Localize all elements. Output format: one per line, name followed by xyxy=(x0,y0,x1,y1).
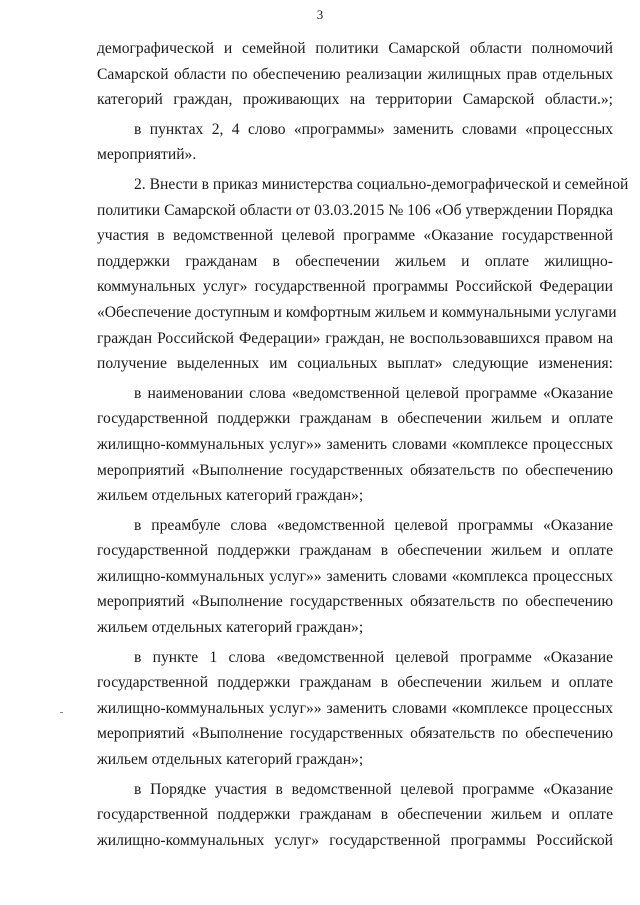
document-body xyxy=(97,36,629,853)
text-line: в преамбуле слова «ведомственной целевой программы «Оказание xyxy=(134,516,613,534)
text-line: Самарской области по обеспечению реализации жилищных прав отдельных xyxy=(97,65,613,83)
text-line: государственной поддержки гражданам в обеспечении жильем и оплате xyxy=(97,410,613,428)
text-line: мероприятий «Выполнение государственных обязательств по обеспечению xyxy=(97,593,613,611)
text-line: жилищно-коммунальных услуг» государственной программы Российской xyxy=(97,831,613,849)
text-line: «Обеспечение доступным и комфортным жильем и коммунальными услугами xyxy=(97,303,617,321)
paragraph xyxy=(97,117,613,168)
paragraph xyxy=(97,645,613,773)
text-line: демографической и семейной политики Самарской области полномочий xyxy=(97,40,613,57)
page-number: 3 xyxy=(316,7,324,22)
text-line: участия в ведомственной целевой программе «Оказание государственной xyxy=(97,227,613,245)
text-line: жильем отдельных категорий граждан»; xyxy=(97,751,364,769)
text-line: политики Самарской области от 03.03.2015 № 106 «Об утверждении Порядка xyxy=(97,201,613,219)
paragraph xyxy=(97,36,613,113)
text-line: мероприятий «Выполнение государственных обязательств по обеспечению xyxy=(97,725,613,743)
text-line: в пункте 1 слова «ведомственной целевой программе «Оказание xyxy=(134,648,613,666)
paragraph xyxy=(97,172,629,377)
text-line: в наименовании слова «ведомственной целевой программе «Оказание xyxy=(134,384,613,402)
text-line: категорий граждан, проживающих на территории Самарской области.»; xyxy=(97,91,613,109)
text-line: государственной поддержки гражданам в обеспечении жильем и оплате xyxy=(97,806,613,824)
paragraph xyxy=(97,513,613,641)
text-line: в пунктах 2, 4 слово «программы» заменить словами «процессных xyxy=(134,120,613,138)
text-line: поддержки гражданам в обеспечении жильем и оплате жилищно- xyxy=(97,252,613,270)
paragraph xyxy=(97,777,613,854)
text-line: жилищно-коммунальных услуг»» заменить словами «комплексе процессных xyxy=(97,699,613,717)
text-line: государственной поддержки гражданам в обеспечении жильем и оплате xyxy=(97,542,613,560)
text-line: в Порядке участия в ведомственной целевой программе «Оказание xyxy=(134,780,613,798)
text-line: мероприятий «Выполнение государственных обязательств по обеспечению xyxy=(97,461,613,479)
text-line: государственной поддержки гражданам в обеспечении жильем и оплате xyxy=(97,674,613,692)
text-line: жилищно-коммунальных услуг»» заменить словами «комплексе процессных xyxy=(97,435,613,453)
text-line: граждан Российской Федерации» граждан, не воспользовавшихся правом на xyxy=(97,329,613,347)
text-line: жильем отдельных категорий граждан»; xyxy=(97,487,364,505)
text-line: получение выделенных им социальных выплат» следующие изменения: xyxy=(97,355,613,373)
text-line: жилищно-коммунальных услуг»» заменить словами «комплекса процессных xyxy=(97,567,613,585)
text-line: 2. Внести в приказ министерства социально-демографической и семейной xyxy=(134,175,629,193)
text-line: коммунальных услуг» государственной программы Российской Федерации xyxy=(97,278,613,296)
text-line: жильем отдельных категорий граждан»; xyxy=(97,619,364,637)
scan-margin-mark xyxy=(60,712,63,713)
text-line: мероприятий». xyxy=(97,146,197,164)
paragraph xyxy=(97,381,613,509)
